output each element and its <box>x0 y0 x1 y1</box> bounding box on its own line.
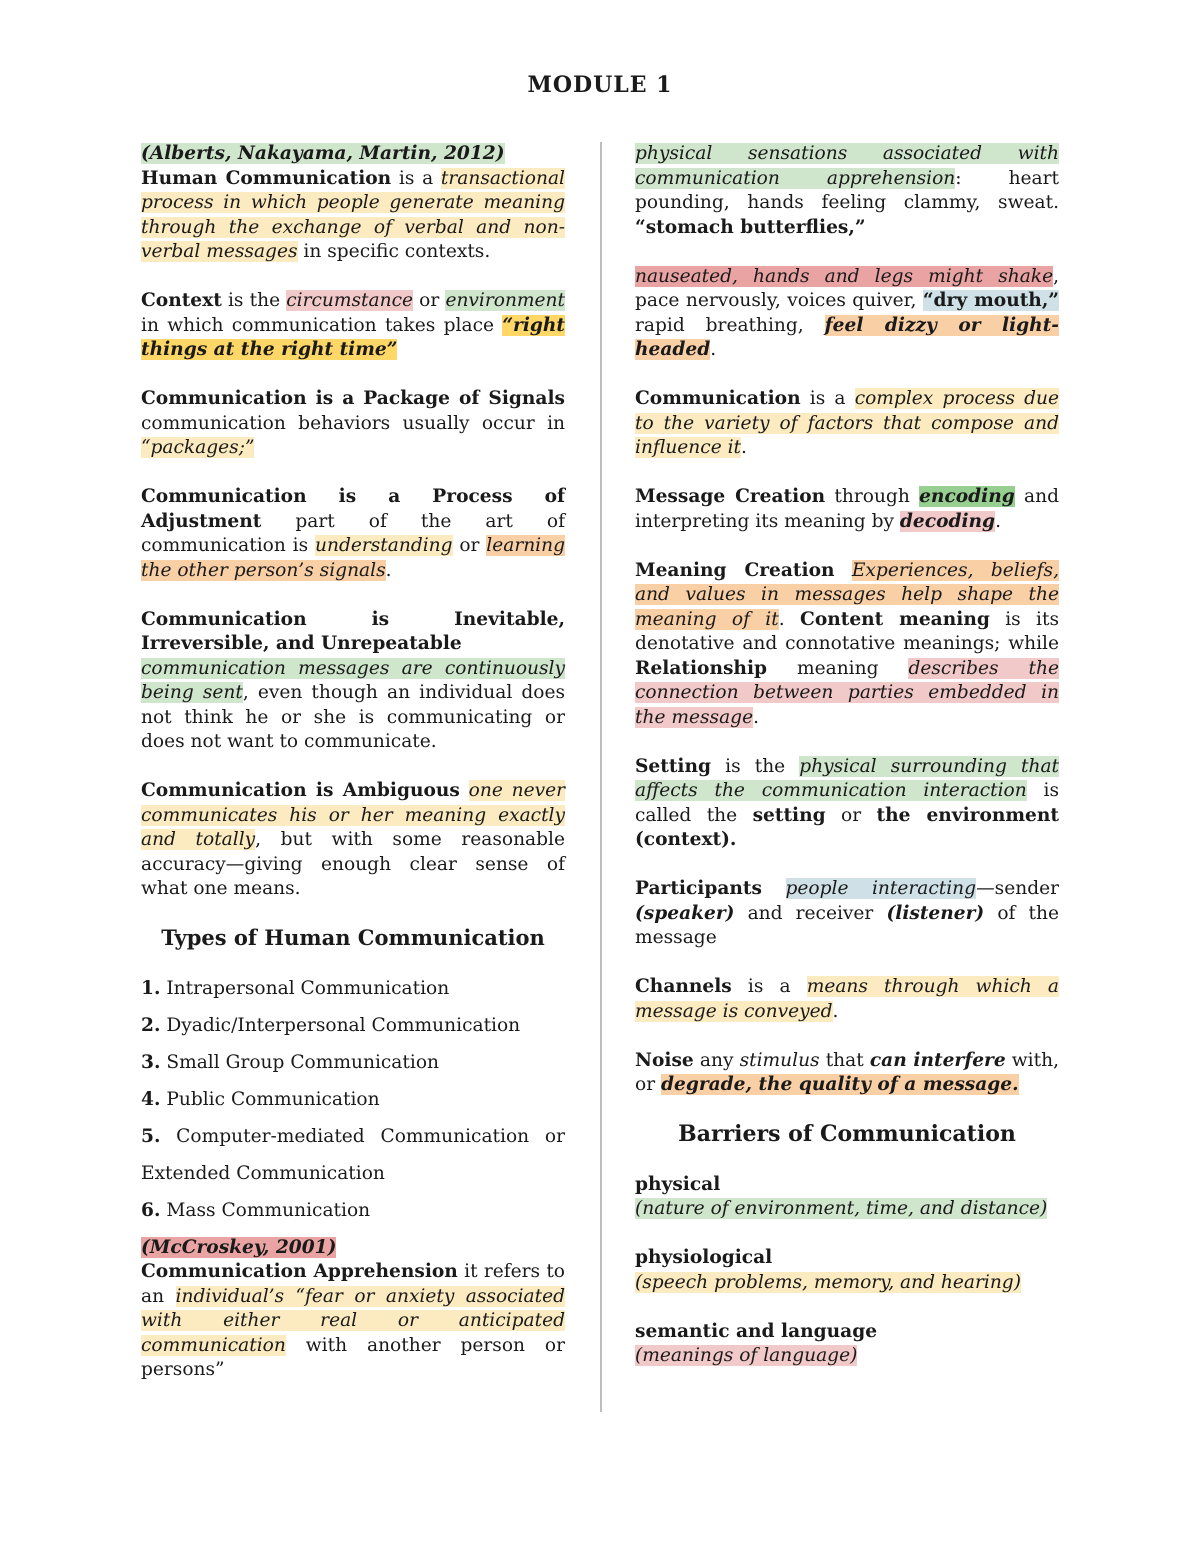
types-list <box>141 977 565 1224</box>
citation-mccroskey: (McCroskey, 2001) <box>141 1236 337 1258</box>
setting-definition: Setting is the physical surrounding that affects the communication interaction is called the setting or the environment (context). <box>635 755 1059 850</box>
right-column <box>635 142 1059 1393</box>
left-column <box>141 142 565 1407</box>
noise-definition: Noise any stimulus that can interfere with, or degrade, the quality of a message. <box>635 1049 1059 1095</box>
list-item: 5. Computer-mediated Communication or <box>141 1125 565 1147</box>
barrier-physiological: physiological (speech problems, memory, and hearing) <box>635 1247 1021 1293</box>
inevitable-definition: Communication is Inevitable, Irreversible, and Unrepeatable communication messages are continuously being sent, even though an individual does not think he or she is communicating or does not want to communicate. <box>141 608 566 752</box>
list-item: 2. Dyadic/Interpersonal Communication <box>141 1014 521 1036</box>
context-definition: Context is the circumstance or environment in which communication takes place “right things at the right time” <box>141 290 566 360</box>
list-item: Extended Communication <box>141 1162 385 1184</box>
meaning-creation-definition: Meaning Creation Experiences, beliefs, and values in messages help shape the meaning of it. Content meaning is its denotative and connotative meanings; while Relationship meaning describes the connection between parties embedded in the message. <box>635 559 1060 728</box>
barrier-physical: physical (nature of environment, time, and distance) <box>635 1173 1048 1219</box>
page-title: MODULE 1 <box>527 72 673 98</box>
ambiguous-definition: Communication is Ambiguous one never communicates his or her meaning exactly and totally, but with some reasonable accuracy—giving enough clear sense of what one means. <box>141 780 565 899</box>
participants-definition: Participants people interacting—sender (speaker) and receiver (listener) of the message <box>635 878 1059 948</box>
list-item: 4. Public Communication <box>141 1088 380 1110</box>
types-heading: Types of Human Communication <box>161 925 545 950</box>
symptoms: nauseated, hands and legs might shake, pace nervously, voices quiver, “dry mouth,” rapid breathing, feel dizzy or light-headed. <box>635 265 1060 360</box>
barrier-semantic: semantic and language (meanings of language) <box>635 1320 878 1366</box>
complex-process-definition: Communication is a complex process due to the variety of factors that compose and influence it. <box>635 388 1059 458</box>
list-item: 3. Small Group Communication <box>141 1051 439 1073</box>
channels-definition: Channels is a means through which a message is conveyed. <box>635 976 1059 1022</box>
process-of-adjustment-definition: Communication is a Process of Adjustment part of the art of communication is understanding or learning the other person’s signals. <box>141 486 566 581</box>
message-creation-definition: Message Creation through encoding and interpreting its meaning by decoding. <box>635 486 1059 532</box>
package-of-signals-definition: Communication is a Package of Signals communication behaviors usually occur in “packages;” <box>141 388 565 458</box>
barriers-heading: Barriers of Communication <box>678 1121 1016 1147</box>
column-divider <box>600 142 602 1412</box>
list-item: 1. Intrapersonal Communication <box>141 977 450 999</box>
physical-sensations: physical sensations associated with communication apprehension: heart pounding, hands feeling clammy, sweat. “stomach butterflies,” <box>635 143 1059 238</box>
apprehension-definition: Communication Apprehension it refers to an individual’s “fear or anxiety associated with either real or anticipated communication with another person or persons” <box>141 1261 565 1380</box>
human-communication-definition: Human Communication is a transactional process in which people generate meaning through the exchange of verbal and non-verbal messages in specific contexts. <box>141 167 565 262</box>
list-item: 6. Mass Communication <box>141 1199 371 1221</box>
citation-alberts: (Alberts, Nakayama, Martin, 2012) <box>141 143 505 164</box>
